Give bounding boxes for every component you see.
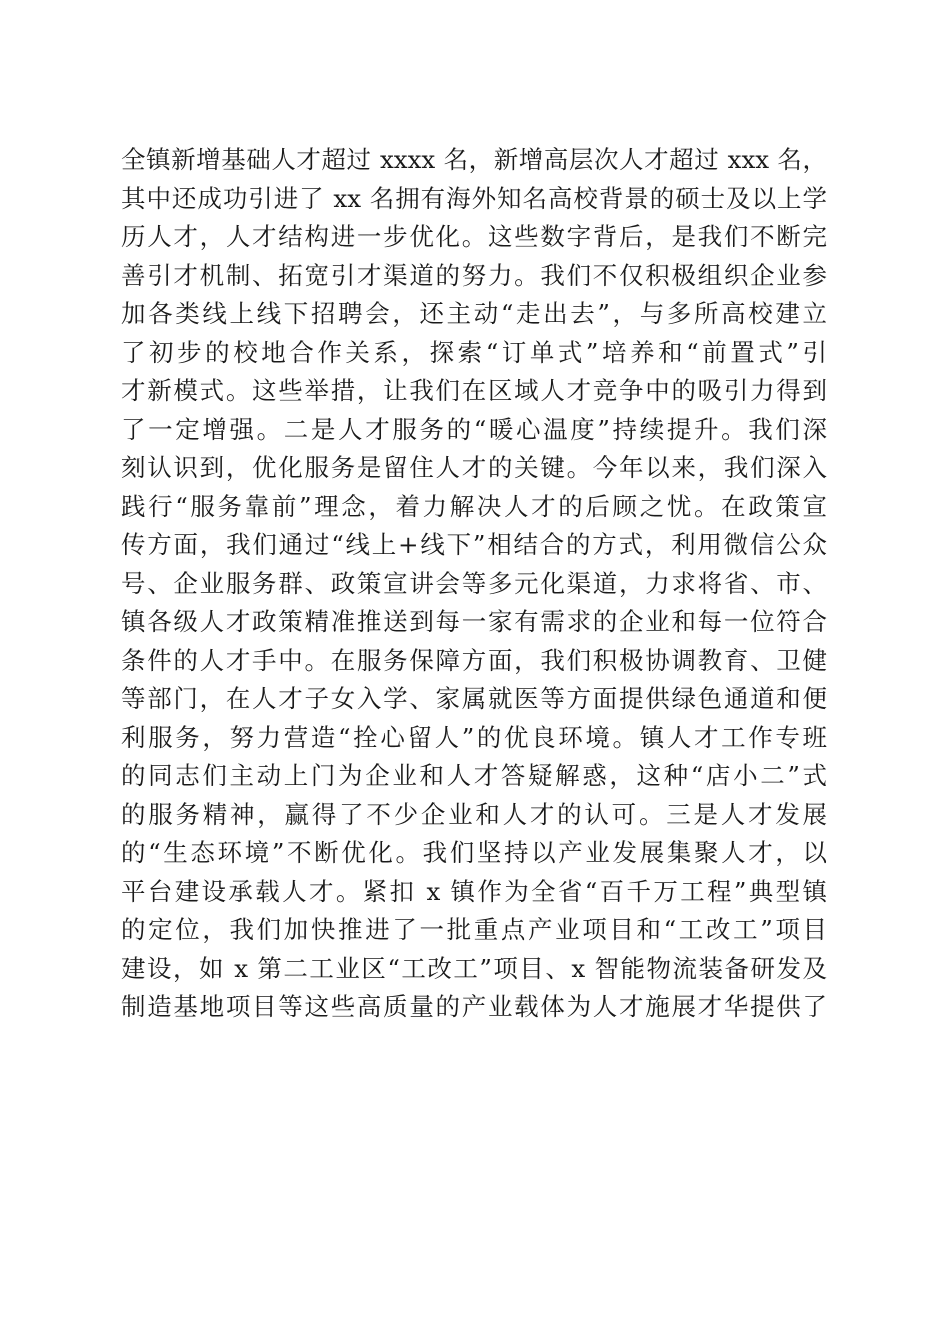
text-line: 利服务，努力营造“拴心留人”的优良环境。镇人才工作专班 [121,722,827,752]
text-line: 等部门，在人才子女入学、家属就医等方面提供绿色通道和便 [121,684,827,713]
text-line: 建设，如 x 第二工业区“工改工”项目、x 智能物流装备研发及 [121,953,827,983]
text-line: 其中还成功引进了 xx 名拥有海外知名高校背景的硕士及以上学 [121,183,827,213]
body-text [121,141,827,1027]
text-line: 历人才，人才结构进一步优化。这些数字背后，是我们不断完 [121,222,827,251]
text-line: 条件的人才手中。在服务保障方面，我们积极协调教育、卫健 [121,645,827,675]
text-line: 镇各级人才政策精准推送到每一家有需求的企业和每一位符合 [121,607,827,636]
text-line: 了一定增强。二是人才服务的“暖心温度”持续提升。我们深 [121,414,827,444]
text-line: 的定位，我们加快推进了一批重点产业项目和“工改工”项目 [121,915,827,944]
text-line: 才新模式。这些举措，让我们在区域人才竞争中的吸引力得到 [121,376,827,405]
text-line: 的服务精神，赢得了不少企业和人才的认可。三是人才发展 [121,799,827,829]
text-line: 平台建设承载人才。紧扣 x 镇作为全省“百千万工程”典型镇 [121,876,827,906]
text-line: 的同志们主动上门为企业和人才答疑解惑，这种“店小二”式 [121,761,827,790]
text-line: 号、企业服务群、政策宣讲会等多元化渠道，力求将省、市、 [121,568,827,598]
text-line: 加各类线上线下招聘会，还主动“走出去”，与多所高校建立 [121,299,827,328]
text-line: 善引才机制、拓宽引才渠道的努力。我们不仅积极组织企业参 [121,260,827,290]
text-line: 刻认识到，优化服务是留住人才的关键。今年以来，我们深入 [121,453,827,482]
text-line: 传方面，我们通过“线上+线下”相结合的方式，利用微信公众 [121,530,827,559]
text-line: 了初步的校地合作关系，探索“订单式”培养和“前置式”引 [121,337,827,367]
text-line: 全镇新增基础人才超过 xxxx 名，新增高层次人才超过 xxx 名， [121,145,827,174]
text-line: 践行“服务靠前”理念，着力解决人才的后顾之忧。在政策宣 [121,491,827,521]
text-line: 的“生态环境”不断优化。我们坚持以产业发展集聚人才，以 [121,838,827,867]
text-line: 制造基地项目等这些高质量的产业载体为人才施展才华提供了 [121,992,827,1021]
